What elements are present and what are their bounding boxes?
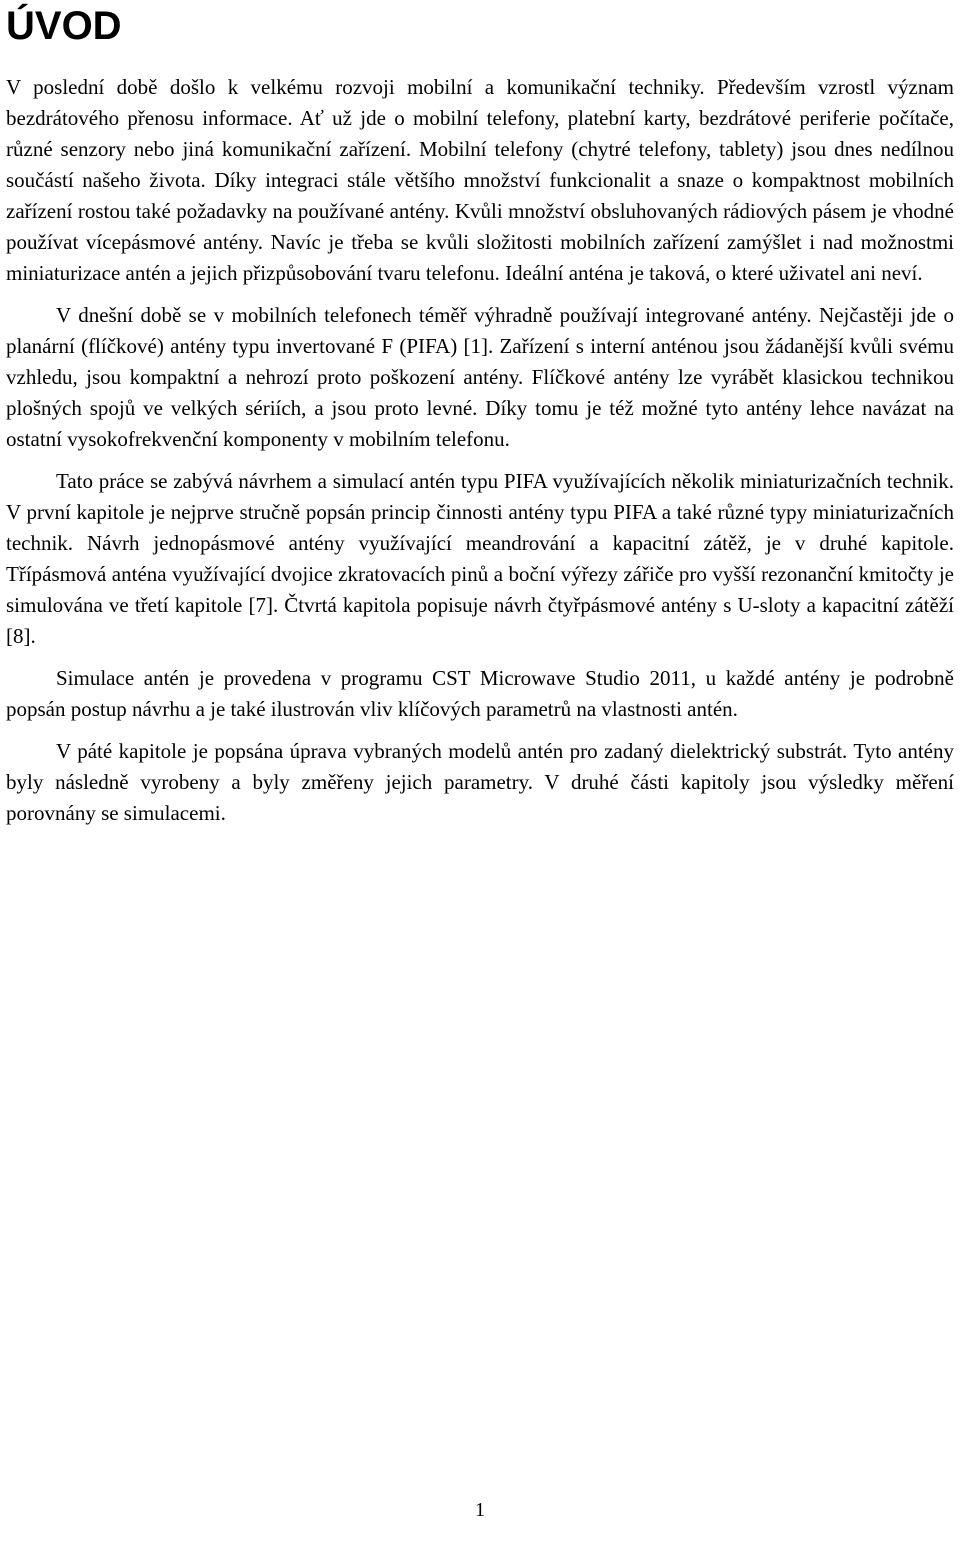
paragraph-simulation: Simulace antén je provedena v programu CST Microwave Studio 2011, u každé antény je podrobně popsán postup návrhu a je také ilustrován vliv klíčových parametrů na vlastnosti antén. <box>6 666 954 721</box>
paragraph-thesis-overview: Tato práce se zabývá návrhem a simulací antén typu PIFA využívajících několik miniaturizačních technik. V první kapitole je nejprve stručně popsán princip činnosti antény typu PIFA a také různé typy miniaturizačních technik. Návrh jednopásmové antény využívající meandrování a kapacitní zátěž, je v druhé kapitole. Třípásmová anténa využívající dvojice zkratovacích pinů a boční výřezy zářiče pro vyšší rezonanční kmitočty je simulována ve třetí kapitole [7]. Čtvrtá kapitola popisuje návrh čtyřpásmové antény s U-sloty a kapacitní zátěží [8]. <box>6 469 954 648</box>
paragraph-introduction: V poslední době došlo k velkému rozvoji mobilní a komunikační techniky. Především vzrostl význam bezdrátového přenosu informace. Ať už jde o mobilní telefony, platební karty, bezdrátové periferie počítače, různé senzory nebo jiná komunikační zařízení. Mobilní telefony (chytré telefony, tablety) jsou dnes nedílnou součástí našeho života. Díky integraci stále většího množství funkcionalit a snaze o kompaktnost mobilních zařízení rostou také požadavky na používané antény. Kvůli množství obsluhovaných rádiových pásem je vhodné používat vícepásmové antény. Navíc je třeba se kvůli složitosti mobilních zařízení zamýšlet i nad možnostmi miniaturizace antén a jejich přizpůsobování tvaru telefonu. Ideální anténa je taková, o které uživatel ani neví. <box>6 75 954 285</box>
body-text <box>6 72 954 829</box>
paragraph-integrated-antennas: V dnešní době se v mobilních telefonech téměř výhradně používají integrované antény. Nejčastěji jde o planární (flíčkové) antény typu invertované F (PIFA) [1]. Zařízení s interní anténou jsou žádanější kvůli svému vzhledu, jsou kompaktní a nehrozí proto poškození antény. Flíčkové antény lze vyrábět klasickou technikou plošných spojů ve velkých sériích, a jsou proto levné. Díky tomu je též možné tyto antény lehce navázat na ostatní vysokofrekvenční komponenty v mobilním telefonu. <box>6 303 954 451</box>
page-number: 1 <box>475 1499 485 1521</box>
chapter-heading: ÚVOD <box>6 4 122 48</box>
paragraph-fabrication: V páté kapitole je popsána úprava vybraných modelů antén pro zadaný dielektrický substrát. Tyto antény byly následně vyrobeny a byly změřeny jejich parametry. V druhé části kapitoly jsou výsledky měření porovnány se simulacemi. <box>6 739 954 825</box>
